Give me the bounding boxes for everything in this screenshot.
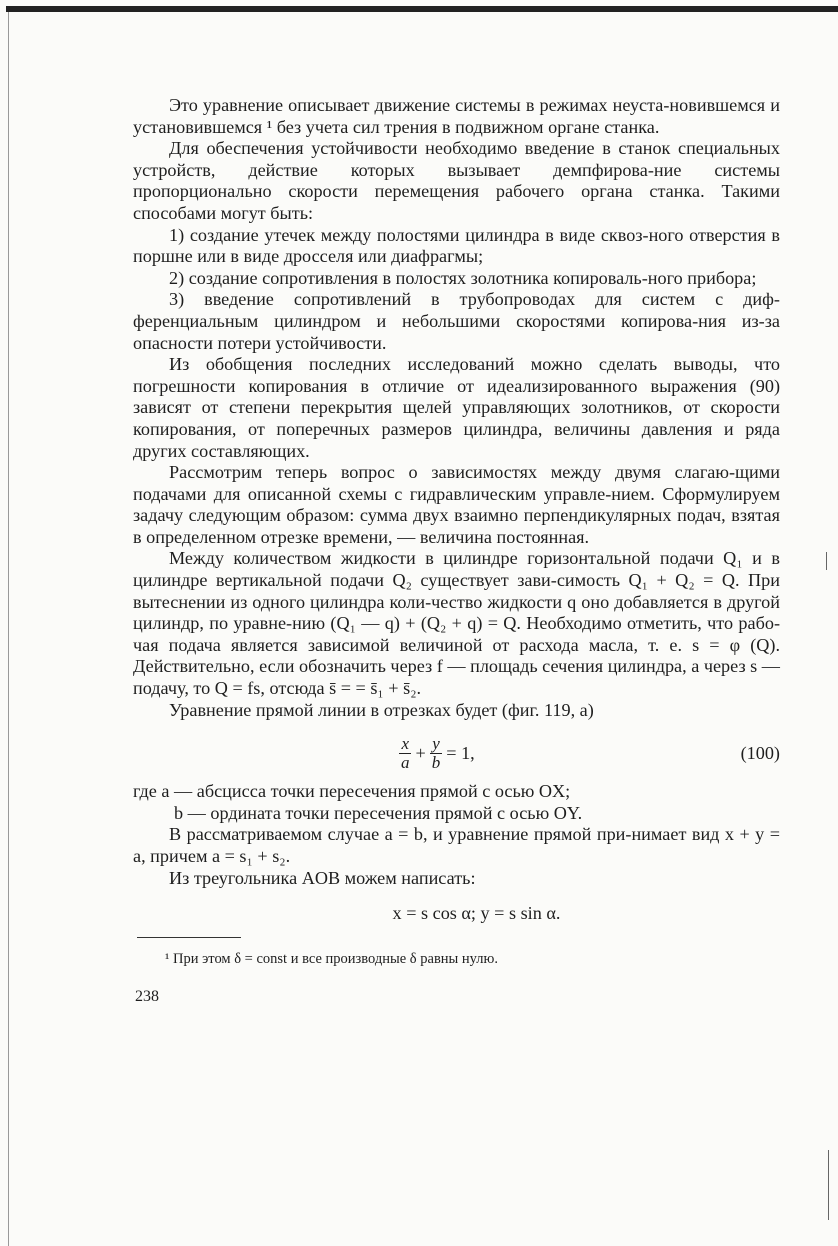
paragraph: Это уравнение описывает движение системы в режимах неуста-новившемся и установившемся ¹ без учета сил трения в подвижном органе станка. <box>133 95 780 137</box>
formula-x-y: x = s cos α; y = s sin α. <box>392 903 561 924</box>
scan-border-top <box>6 6 838 12</box>
scan-border-left <box>8 12 9 1246</box>
equation-number: (100) <box>740 743 780 764</box>
footnote-divider <box>137 937 241 938</box>
book-page <box>133 95 780 1007</box>
paragraph: Из треугольника AOB можем написать: <box>169 867 476 888</box>
list-item: 1) создание утечек между полостями цилиндра в виде сквоз-ного отверстия в поршне или в виде дросселя или диафрагмы; <box>133 224 780 267</box>
equation-100 <box>133 729 780 775</box>
paragraph: Между количеством жидкости в цилиндре горизонтальной подачи Q₁ и в цилиндре вертикальной подачи Q₂ существует зави-симость Q₁ + Q₂ = Q. При вытеснении из одного цилиндра коли-чество жидкости q оно добавляется в другой цилиндр, по уравне-нию (Q₁ — q) + (Q₂ + q) = Q. Необходимо отметить, что рабо-чая подача является зависимой величиной от расхода масла, т. е. s = φ (Q). Действительно, если обозначить через f — площадь сечения цилиндра, а через s — подачу, то Q = fs, отсюда s̄ = = s̄₁ + s̄₂. <box>133 548 780 699</box>
equation-body <box>399 735 475 772</box>
definition-b: b — ордината точки пересечения прямой с осью OY. <box>174 802 583 823</box>
plus-sign: + <box>415 742 426 763</box>
paragraph: Из обобщения последних исследований можно сделать выводы, что погрешности копирования в отличие от идеализированного выражения (90) зависят от степени перекрытия щелей управляющих золотников, от скорости копирования, от поперечных размеров цилиндра, величины давления и ряда других составляющих. <box>133 354 780 461</box>
paragraph: Уравнение прямой линии в отрезках будет (фиг. 119, а) <box>169 699 594 720</box>
fraction-y-over-b: $\frac{y}{b}$ <box>431 734 441 773</box>
paragraph: Рассмотрим теперь вопрос о зависимостях между двумя слагаю-щими подачами для описанной схемы с гидравлическим управле-нием. Сформулируем задачу следующим образом: сумма двух взаимно перпендикулярных подач, взятая в определенном отрезке времени, — величина постоянная. <box>133 462 780 547</box>
paragraph: В рассматриваемом случае a = b, и уравнение прямой при-нимает вид x + y = a, причем a = s₁ + s₂. <box>133 824 780 866</box>
fraction-x-over-a: $\frac{x}{a}$ <box>401 734 410 773</box>
definition-a: где a — абсцисса точки пересечения прямой с осью OX; <box>133 781 571 802</box>
page-number: 238 <box>135 987 159 1005</box>
list-item: 3) введение сопротивлений в трубопроводах для систем с диф-ференциальным цилиндром и небольшими скоростями копирова-ния из-за опасности потери устойчивости. <box>133 289 780 353</box>
scan-mark <box>828 1150 829 1220</box>
scan-mark <box>826 552 827 570</box>
list-item: 2) создание сопротивления в полостях золотника копироваль-ного прибора; <box>169 267 757 288</box>
paragraph: Для обеспечения устойчивости необходимо введение в станок специальных устройств, действие которых вызывает демпфирова-ние системы пропорционально скорости перемещения рабочего органа станка. Такими способами могут быть: <box>133 138 780 223</box>
equation-rhs: = 1, <box>446 742 475 763</box>
footnote: ¹ При этом δ = const и все производные δ равны нулю. <box>165 950 498 967</box>
